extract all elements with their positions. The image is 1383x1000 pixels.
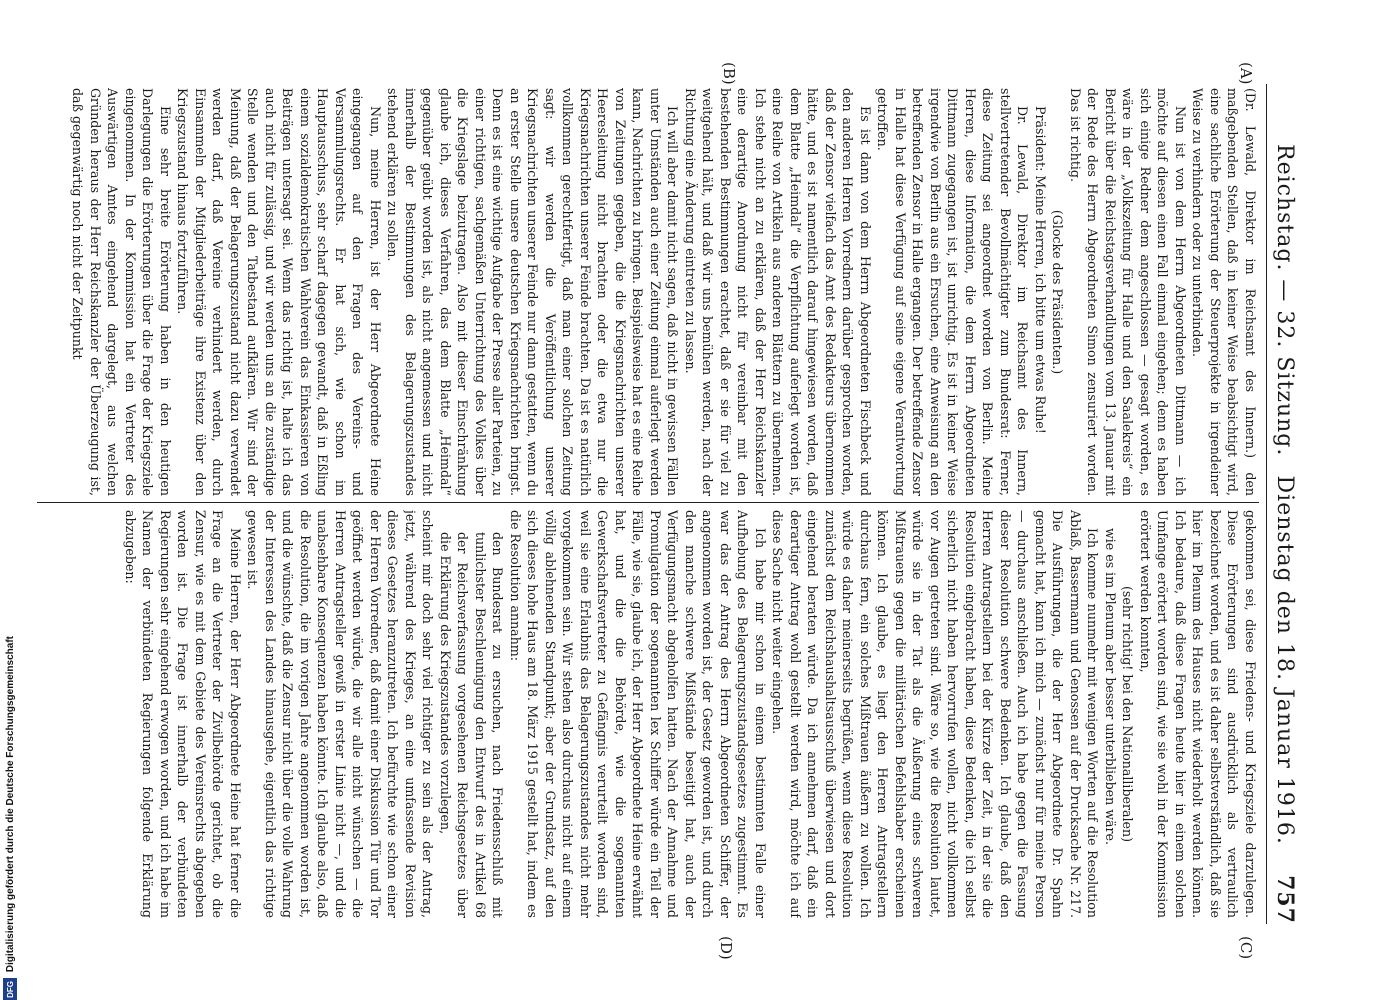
quoted-resolution: den Bundesrat zu ersuchen, nach Friedensschluß mit tunlichster Beschleunigung den Entwurf des in Artikel 68 der Reichsverfassung vorgesehenen Reichsgesetzes über die Erklärung des Kriegszustandes vorzulegen, [438,532,506,918]
paragraph: scheint mir doch sehr viel richtiger zu sein als der Antrag, jetzt, während des Krieges, an eine umfassende Revision dieses Gesetzes heranzutreten. Ich befürchte wie schon einer der Herren Vorredner, daß damit einer Diskussion Tür und Tor geöffnet werden würde, die wir alle nicht wünschen — die Herren Antragsteller gewiß in erster Linie nicht —, und die unabsehbare Konsequenzen haben könnte. Ich glaube also, daß die Resolution, die im vorigen Jahre angenommen worden ist, und die wünschte, daß die Zensur nicht über die volle Wahrung der Interessen des Landes hinausgehe, eigentlich das richtige gewesen ist. [245,510,436,918]
paragraph: Es ist dann von dem Herrn Abgeordneten Fischbeck und den anderen Herren Vorrednern darüber gesprochen worden, daß der Zensor vielfach das Amt des Redakteurs übernommen hätte, und es ist namentlich darauf hingewiesen worden, daß dem Blatte „Heimdal“ die Verpflichtung auferlegt worden ist, eine Reihe von Artikeln aus anderen Blättern zu übernehmen. Ich stehe nicht an zu erklären, daß der Herr Reichskanzler eine derartige Anordnung nicht für vereinbar mit den bestehenden Bestimmungen erachtet, daß er sie für viel zu weitgehend hält, und daß wir uns bemühen werden, nach der Richtung eine Änderung eintreten zu lassen. [683,88,873,496]
paragraph: Nun ist von dem Herrn Abgeordneten Dittmann — ich möchte auf diesen einen Fall einmal eingehen; denn es haben sich einige Redner dem angeschlossen — gesagt worden, es wäre in der „Volkszeitung für Halle und den Saalekreis“ ein Bericht über die Reichstagsverhandlungen vom 13. Januar mit der Rede des Herrn Abgeordneten Simon zensuriert worden. Das ist richtig. [1068,88,1188,496]
paragraph: Nun, meine Herren, ist der Herr Abgeordnete Heine eingegangen auf den Fragen des Vereins- und Versammlungsrechts. Er hat sich, wie schon im Hauptausschuss, sehr scharf dagegen gewandt, daß in Eßling einem sozialdemokratischen Wahlverein das Einkassieren von Beiträgen untersagt sei. Wenn das richtig ist, halte ich das auch nicht für zulässig, und wir werden uns an die zuständige Stelle wenden und den Tatbestand aufklären. Wir sind der Meinung, daß der Belagerungszustand nicht dazu verwendet werden darf, daß Vereine verhindert werden, durch Einsammeln der Mitgliederbeiträge ihre Existenz über den Kriegszustand hinaus fortzuführen. [175,88,383,496]
paragraph: Präsident: Meine Herren, ich bitte um etwas Ruhe! [1033,106,1048,434]
page-number: 757 [1272,875,1298,924]
paragraph: Ich habe mir schon in einem bestimmten Falle einer Aufhebung des Belagerungszustandsgesetzes zugestimmt. Es war das der Antrag des Herrn Abgeordneten Schiffer, der angenommen worden ist, der Gesetz geworden ist, und durch den manche schwere Mißstände beseitigt hat, auch der Verfügungsmacht abgeholfen hatten. Nach der Annahme und Promulgation der sogenannten lex Schiffer würde ein Teil der Fälle, wie sie, glaube ich, der Herr Abgeordnete Heine erwähnt hat, und die die Behörde, wie die sogenannten Gewerkschaftsvertreter zu Gefängnis verurteilt worden sind, weil sie eine Erlaubnis das Belagerungszustandes nicht mehr vorgekommen sein. Wir stehen also durchaus nicht auf einem völlig ablehnenden Standpunkt; aber der Grundsatz, auf den sich dieses hohe Haus am 18. März 1915 gestellt hat, indem es die Resolution annahm: [508,510,768,918]
stage-direction: (Glocke des Präsidenten.) [1050,209,1066,375]
margin-mark-d: (D) [717,936,735,960]
paragraph: Ich will aber damit nicht sagen, daß nicht in gewissen Fällen unter Umständen auch einer Zeitung einmal auferlegt werden kann, Nachrichten zu bringen. Beispielsweise hat es eine Reihe von Zeitungen gegeben, die die Kriegsnachrichten unserer Heeresleitung nicht brachten oder die etwa nur die Kriegsnachrichten unserer Feinde brachten. Da ist es natürlich vollkommen gerechtfertigt, daß man einer solchen Zeitung sagt: wir werden die Veröffentlichung unserer Kriegsnachrichten unserer Feinde nur dann gestatten, wenn du an erster Stelle unsere deutschen Kriegsnachrichten bringst. Denn es ist eine wichtige Aufgabe der Presse aller Parteien, zu einer richtigen, sachgemäßen Unterrichtung des Volkes über die Kriegslage beizutragen. Also mit dieser Einschränkung glaube ich, dieses Verfahren, das dem Blatte „Heimdal“ gegenüber geübt worden ist, als nicht angemessen und nicht innerhalb der Bestimmungen des Belagerungszustandes stehend erklären zu sollen. [385,88,681,496]
paragraph: Eine sehr breite Erörterung haben in den heutigen Darlegungen die Erörterungen über die Frage der Kriegsziele eingenommen. In der Kommission hat ein Vertreter des Auswärtigen Amtes eingehend dargelegt, aus welchen Gründen heraus der Herr Reichskanzler der Überzeugung ist, daß gegenwärtig noch nicht der Zeitpunkt [70,88,173,496]
paragraph: (Dr. Lewald, Direktor im Reichsamt des Innern.) den maßgebenden Stellen, daß in keiner Weise beabsichtigt wird, eine sachliche Erörterung der Steuerprojekte in irgendeiner Weise zu verhindern oder zu unterbinden. [1190,88,1258,496]
digitization-footer [0,565,20,1000]
dfg-logo [3,978,17,1000]
paragraph: gekommen sei, diese Friedens- und Kriegsziele darzulegen. Diese Erörterungen sind ausdrücklich als vertraulich bezeichnet worden, und es ist daher selbstverständlich, daß sie hier im Plenum des Hauses nicht wiederholt werden können. Ich bedaure, daß diese Fragen heute hier in einem solchen Umfange erörtert worden sind, wie sie wohl in der Kommission erörtert werden konnten, [1138,510,1258,918]
stage-direction: (sehr richtig! bei den Nationalliberalen) [1120,585,1136,842]
margin-mark-a: (A) [1237,62,1255,85]
page-header [1272,84,1320,924]
left-column [39,88,1259,496]
header-rule [1266,84,1267,924]
right-column [39,510,1259,918]
paragraph: Dr. Lewald, Direktor im Reichsamt des Innern, stellvertretender Bevollmächtigter zum Bundesrat: Ferner, diese Zeitung sei angeordnet worden von Berlin. Meine Herren, diese Information, die dem Herrn Abgeordneten Dittmann zugegangen ist, ist unrichtig. Es ist in keiner Weise irgendwie von Berlin aus ein Ersuchen, eine Anweisung an den betreffenden Zensor in Halle ergangen. Der betreffende Zensor in Halle hat diese Verfügung auf seine eigene Verantwortung getroffen. [875,88,1031,496]
footer-credit: Digitalisierung gefördert durch die Deutsche Forschungsgemeinschaft [4,635,16,972]
column-rule [37,502,1259,503]
margin-mark-c: (C) [1237,936,1255,960]
header-session: Reichstag. — 32. Sitzung. [1272,144,1297,457]
header-date: Dienstag den 18. Januar 1916. [1272,475,1297,845]
paragraph: wie es im Plenum aber besser unterblieben wäre. [1103,528,1118,845]
dfg-logo-text: DFG [5,980,15,998]
paragraph: Ich komme nunmehr mit wenigen Worten auf die Resolution Ablaß, Bassermann und Genossen auf der Drucksache Nr. 217. Die Ausführungen, die der Herr Abgeordnete Dr. Spahn gemacht hat, kann ich mich — zunächst nur für meine Person — durchaus anschließen. Auch ich habe gegen die Fassung dieser Resolution schwere Bedenken. Ich glaube, daß den Herren Antragstellern bei der Kürze der Zeit, in der sie die Resolution eingebracht haben, diese Bedenken, die ich selbst sicherlich nicht haben hervorrufen wollen, nicht vollkommen vor Augen getreten sind. Wäre so, wie die Resolution lautet, würde sie in der Tat als die Äußerung eines schweren Mißtrauens gegen die militärischen Befehlshaber erscheinen können. Ich glaube, es liegt den Herren Antragstellern durchaus fern, ein solches Mißtrauen äußern zu wollen. Ich würde es daher meinerseits begrüßen, wenn diese Resolution zunächst dem Reichshaushaltsausschuß überwiesen und dort eingehend beraten würde. Da ich annehmen darf, daß ein derartiger Antrag wohl gestellt werden wird, möchte ich auf diese Sache nicht weiter eingehen. [770,510,1101,918]
paragraph: Meine Herren, der Herr Abgeordnete Heine hat ferner die Frage an die Vertreter der Zivilbehörde gerichtet, ob die Zensur, wie es mit dem Gebiete des Vereinsrechts abgegeben worden ist. Die Frage ist innerhalb der verbündeten Regierungen sehr eingehend erwogen worden, und ich habe im Namen der verbündeten Regierungen folgende Erklärung abzugeben: [123,510,243,918]
margin-mark-b: (B) [720,62,738,85]
